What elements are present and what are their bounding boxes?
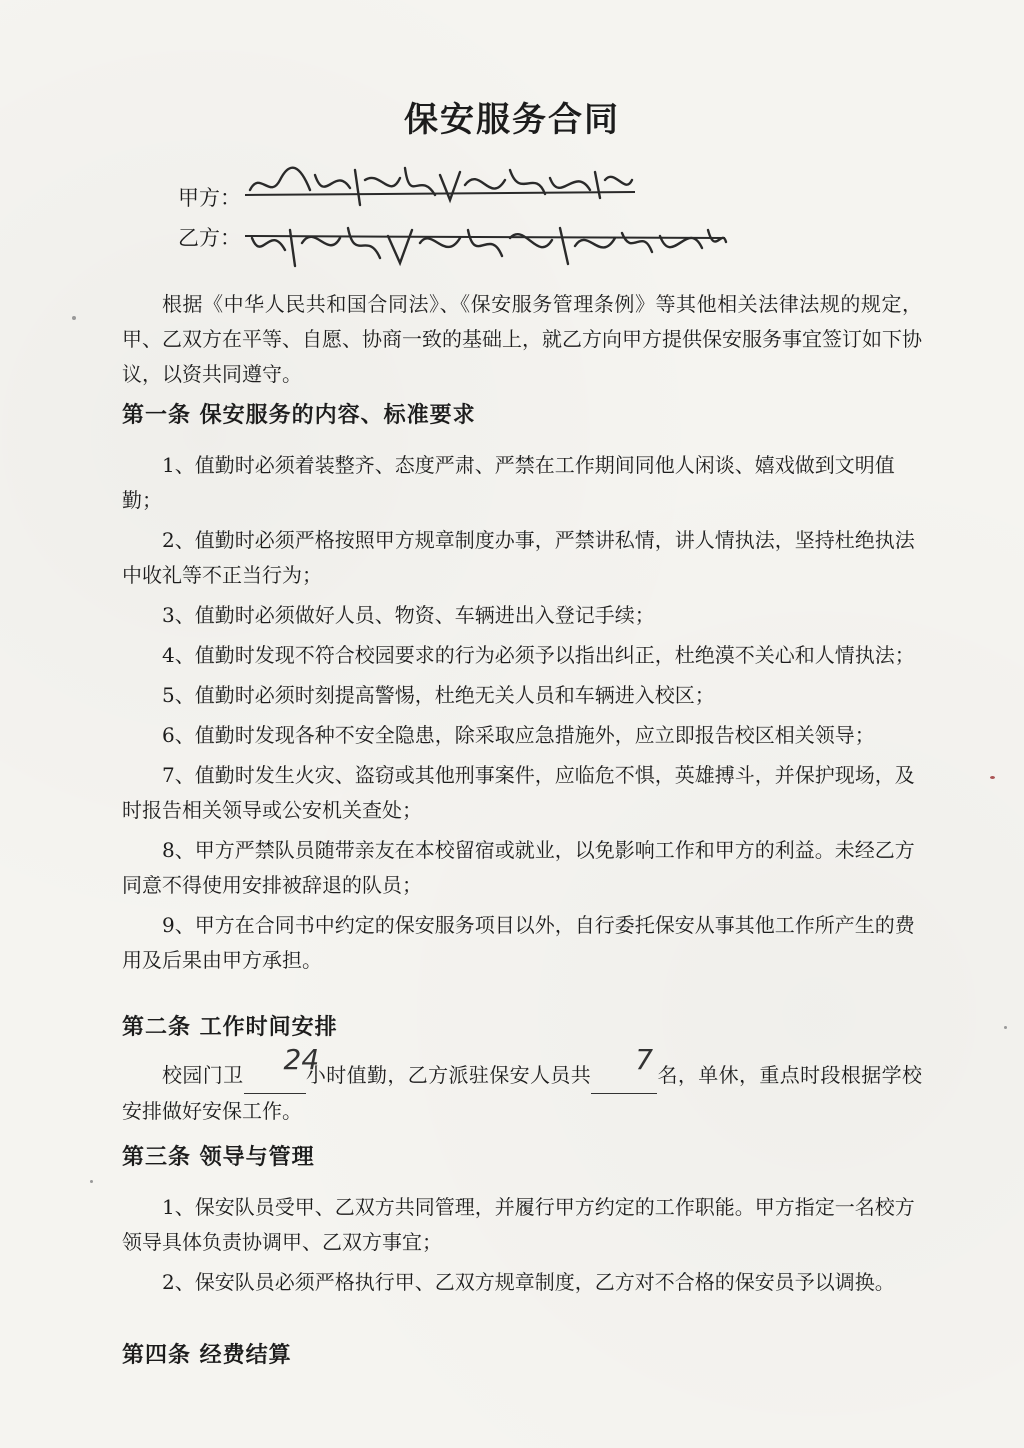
scan-speck bbox=[72, 316, 76, 320]
section1-item: 6、值勤时发现各种不安全隐患，除采取应急措施外，应立即报告校区相关领导； bbox=[162, 723, 875, 747]
contract-title: 保安服务合同 bbox=[404, 100, 620, 140]
section3-item: 2、保安队员必须严格执行甲、乙双方规章制度，乙方对不合格的保安员予以调换。 bbox=[162, 1270, 895, 1294]
hours-field bbox=[244, 1043, 320, 1094]
section1-item: 3、值勤时必须做好人员、物资、车辆进出入登记手续； bbox=[162, 603, 655, 627]
scan-speck bbox=[90, 1180, 93, 1183]
staff-count-field bbox=[591, 1043, 657, 1094]
intro-text: 根据《中华人民共和国合同法》、《保安服务管理条例》等其他相关法律法规的规定，甲、乙双方在平等、自愿、协商一致的基础上，就乙方向甲方提供保安服务事宜签订如下协议，以资共同遵守。 bbox=[122, 292, 922, 386]
section2-part2: 小时值勤，乙方派驻保安人员共 bbox=[305, 1063, 592, 1087]
section2-text bbox=[122, 1043, 922, 1129]
section1-item: 7、值勤时发生火灾、盗窃或其他刑事案件，应临危不惧，英雄搏斗，并保护现场，及时报告相关领导或公安机关查处； bbox=[122, 763, 915, 822]
section1-item: 1、值勤时必须着装整齐、态度严肃、严禁在工作期间同他人闲谈、嬉戏做到文明值勤； bbox=[122, 453, 895, 512]
intro-paragraph bbox=[122, 287, 922, 392]
section2-part3: 名，单休，重点时段根据学校安排做好安保工作。 bbox=[122, 1063, 922, 1123]
section3-item: 1、保安队员受甲、乙双方共同管理，并履行甲方约定的工作职能。甲方指定一名校方领导具体负责协调甲、乙双方事宜； bbox=[122, 1195, 915, 1254]
section1-item: 5、值勤时必须时刻提高警惕，杜绝无关人员和车辆进入校区； bbox=[162, 683, 715, 707]
party-a-label: 甲方： bbox=[178, 186, 241, 210]
hours-value: 24 bbox=[283, 1043, 320, 1076]
section3-list bbox=[122, 1190, 922, 1305]
section4-heading: 第四条 经费结算 bbox=[122, 1342, 292, 1368]
scan-speck bbox=[1004, 1026, 1007, 1029]
section1-item: 9、甲方在合同书中约定的保安服务项目以外，自行委托保安从事其他工作所产生的费用及后果由甲方承担。 bbox=[122, 913, 915, 972]
party-b-label: 乙方： bbox=[178, 226, 241, 250]
staff-count-value: 7 bbox=[635, 1043, 654, 1076]
section1-list bbox=[122, 448, 922, 983]
section3-heading: 第三条 领导与管理 bbox=[122, 1144, 315, 1170]
section1-item: 2、值勤时必须严格按照甲方规章制度办事，严禁讲私情，讲人情执法，坚持杜绝执法中收礼等不正当行为； bbox=[122, 528, 915, 587]
scan-speck bbox=[990, 776, 995, 779]
section1-item: 8、甲方严禁队员随带亲友在本校留宿或就业，以免影响工作和甲方的利益。未经乙方同意不得使用安排被辞退的队员； bbox=[122, 838, 915, 897]
party-b-handwritten-name bbox=[240, 208, 730, 278]
section1-heading: 第一条 保安服务的内容、标准要求 bbox=[122, 402, 476, 428]
section2-paragraph bbox=[122, 1043, 922, 1129]
section2-heading: 第二条 工作时间安排 bbox=[122, 1014, 338, 1040]
section2-part1: 校园门卫 bbox=[162, 1063, 244, 1087]
section1-item: 4、值勤时发现不符合校园要求的行为必须予以指出纠正，杜绝漠不关心和人情执法； bbox=[162, 643, 915, 667]
